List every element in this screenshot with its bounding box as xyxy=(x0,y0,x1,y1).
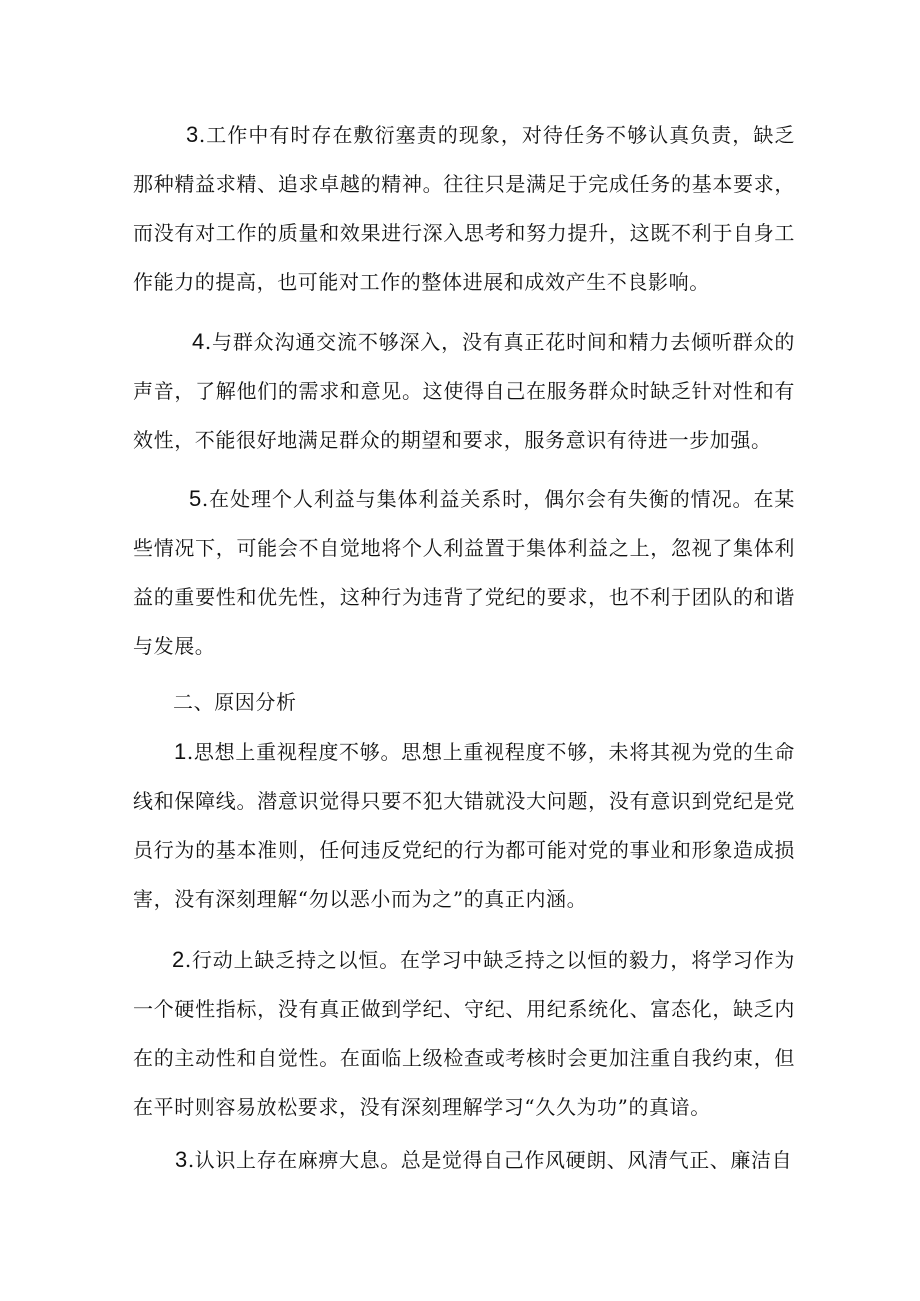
paragraph-issue-3 xyxy=(133,110,795,307)
paragraph-text: .认识上存在麻痹大息。总是觉得自己作风硬朗、风清气正、廉洁自 xyxy=(187,1148,793,1172)
paragraph-text: .思想上重视程度不够。思想上重视程度不够，未将其视为党的生命线和保障线。潜意识觉得只要不犯大错就没大问题，没有意识到党纪是党员行为的基本准则，任何违反党纪的行为都可能对党的事业和形象造成损害，没有深刻理解“勿以恶小而为之”的真正内涵。 xyxy=(133,740,795,911)
paragraph-number: 4 xyxy=(192,329,205,354)
paragraph-number: 3 xyxy=(186,122,199,147)
paragraph-cause-3 xyxy=(133,1135,795,1185)
paragraph-text: .工作中有时存在敷衍塞责的现象，对待任务不够认真负责，缺乏那种精益求精、追求卓越的精神。往往只是满足于完成任务的基本要求，而没有对工作的质量和效果进行深入思考和努力提升，这既不利于自身工作能力的提高，也可能对工作的整体进展和成效产生不良影响。 xyxy=(133,123,795,294)
paragraph-text: .与群众沟通交流不够深入，没有真正花时间和精力去倾听群众的声音，了解他们的需求和意见。这使得自己在服务群众时缺乏针对性和有效性，不能很好地满足群众的期望和要求，服务意识有待进一步加强。 xyxy=(133,330,795,452)
paragraph-issue-4 xyxy=(133,317,795,465)
paragraph-issue-5 xyxy=(133,474,795,671)
paragraph-cause-2 xyxy=(133,935,795,1132)
paragraph-cause-1 xyxy=(133,727,795,924)
paragraph-number: 3 xyxy=(175,1147,188,1172)
section-heading: 二、原因分析 xyxy=(173,690,297,714)
paragraph-text: .行动上缺乏持之以恒。在学习中缺乏持之以恒的毅力，将学习作为一个硬性指标，没有真正做到学纪、守纪、用纪系统化、富态化，缺乏内在的主动性和自觉性。在面临上级检查或考核时会更加注重自我约束，但在平时则容易放松要求，没有深刻理解学习“久久为功”的真谙。 xyxy=(133,948,795,1119)
paragraph-text: .在处理个人利益与集体利益关系时，偶尔会有失衡的情况。在某些情况下，可能会不自觉地将个人利益置于集体利益之上，忽视了集体利益的重要性和优先性，这种行为违背了党纪的要求，也不利于团队的和谐与发展。 xyxy=(133,487,795,658)
paragraph-number: 2 xyxy=(172,947,185,972)
paragraph-number: 1 xyxy=(174,739,187,764)
paragraph-number: 5 xyxy=(189,486,202,511)
